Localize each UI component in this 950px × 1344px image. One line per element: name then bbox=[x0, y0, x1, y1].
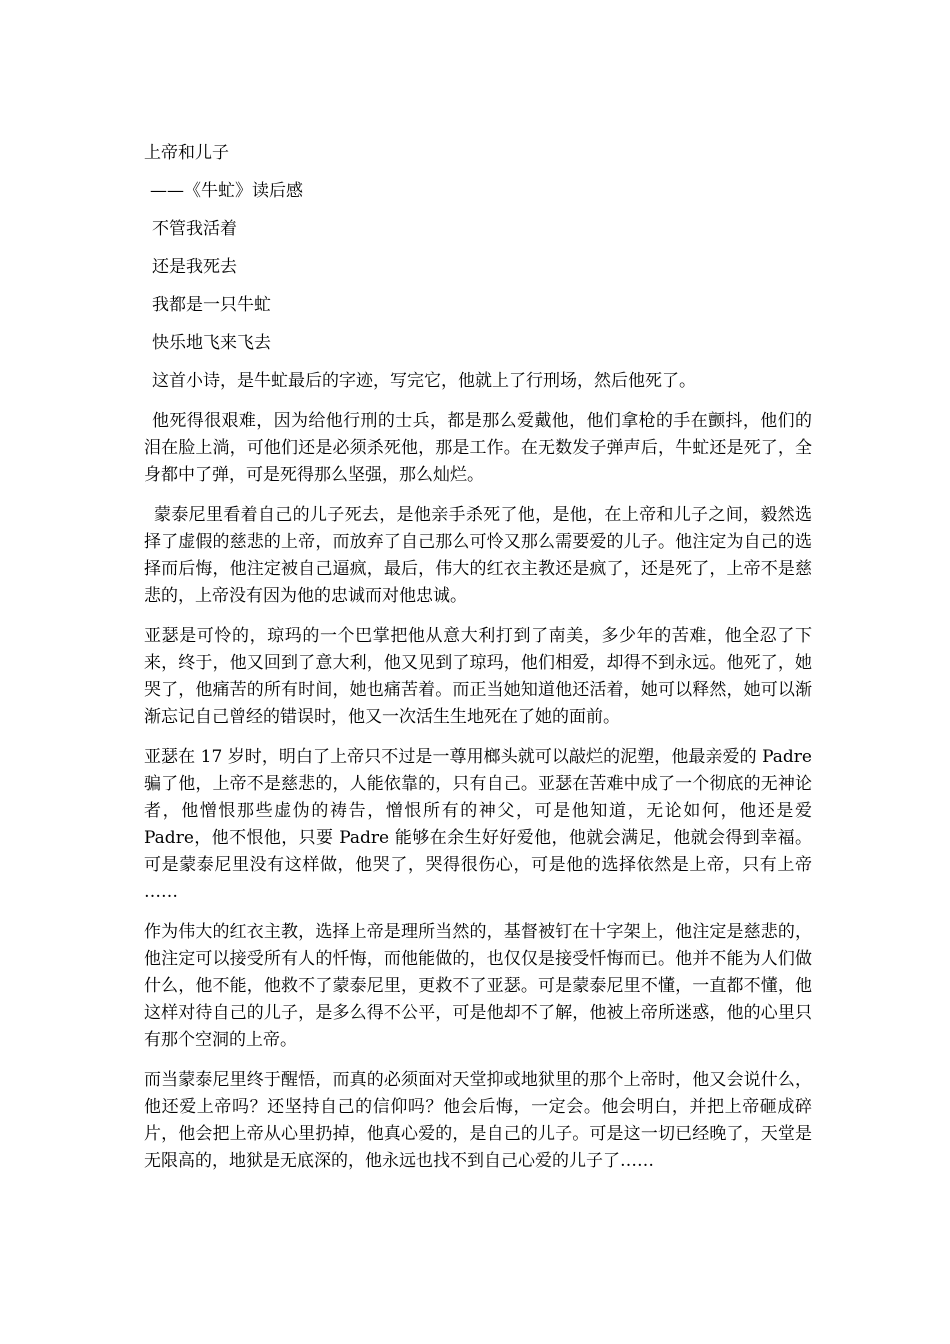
poem-line: 不管我活着 bbox=[152, 219, 237, 239]
paragraph: 作为伟大的红衣主教，选择上帝是理所当然的，基督被钉在十字架上，他注定是慈悲的，他注定可以接受所有人的忏悔，而他能做的，也仅仅是接受忏悔而已。他并不能为人们做什么，他不能，他救不了蒙泰尼里，更救不了亚瑟。可是蒙泰尼里不懂，一直都不懂，他这样对待自己的儿子，是多么得不公平，可是他却不了解，他被上帝所迷惑，他的心里只有那个空洞的上帝。 bbox=[144, 922, 812, 1050]
document-page bbox=[144, 140, 812, 1188]
paragraph: 亚瑟在 17 岁时，明白了上帝只不过是一尊用榔头就可以敲烂的泥塑，他最亲爱的 Padre 骗了他，上帝不是慈悲的，人能依靠的，只有自己。亚瑟在苦难中成了一个彻底的无神论者，他憎恨那些虚伪的祷告，憎恨所有的神父，可是他知道，无论如何，他还是爱 Padre，他不恨他，只要 Padre 能够在余生好好爱他，他就会满足，他就会得到幸福。可是蒙泰尼里没有这样做，他哭了，哭得很伤心，可是他的选择依然是上帝，只有上帝 …… bbox=[144, 747, 812, 902]
paragraph: 这首小诗，是牛虻最后的字迹，写完它，他就上了行刑场，然后他死了。 bbox=[152, 371, 696, 391]
paragraph: 他死得很艰难，因为给他行刑的士兵，都是那么爱戴他，他们拿枪的手在颤抖，他们的泪在脸上淌，可他们还是必须杀死他，那是工作。在无数发子弹声后，牛虻还是死了，全身都中了弹，可是死得那么坚强，那么灿烂。 bbox=[144, 411, 812, 485]
poem bbox=[144, 216, 812, 356]
poem-line: 还是我死去 bbox=[152, 257, 237, 277]
document-title: 上帝和儿子 bbox=[144, 143, 229, 163]
document-subtitle: ——《牛虻》读后感 bbox=[150, 181, 303, 201]
paragraph: 亚瑟是可怜的，琼玛的一个巴掌把他从意大利打到了南美，多少年的苦难，他全忍了下来，终于，他又回到了意大利，他又见到了琼玛，他们相爱，却得不到永远。他死了，她哭了，他痛苦的所有时间，她也痛苦着。而正当她知道他还活着，她可以释然，她可以渐渐忘记自己曾经的错误时，他又一次活生生地死在了她的面前。 bbox=[144, 626, 812, 727]
paragraph: 而当蒙泰尼里终于醒悟，而真的必须面对天堂抑或地狱里的那个上帝时，他又会说什么，他还爱上帝吗？还坚持自己的信仰吗？他会后悔，一定会。他会明白，并把上帝砸成碎片，他会把上帝从心里扔掉，他真心爱的，是自己的儿子。可是这一切已经晚了，天堂是无限高的，地狱是无底深的，他永远也找不到自己心爱的儿子了…… bbox=[144, 1070, 812, 1171]
body-text bbox=[144, 368, 812, 1175]
poem-line: 快乐地飞来飞去 bbox=[152, 333, 271, 353]
poem-line: 我都是一只牛虻 bbox=[152, 295, 271, 315]
paragraph: 蒙泰尼里看着自己的儿子死去，是他亲手杀死了他，是他，在上帝和儿子之间，毅然选择了虚假的慈悲的上帝，而放弃了自己那么可怜又那么需要爱的儿子。他注定为自己的选择而后悔，他注定被自己逼疯，最后，伟大的红衣主教还是疯了，还是死了，上帝不是慈悲的，上帝没有因为他的忠诚而对他忠诚。 bbox=[144, 505, 812, 606]
